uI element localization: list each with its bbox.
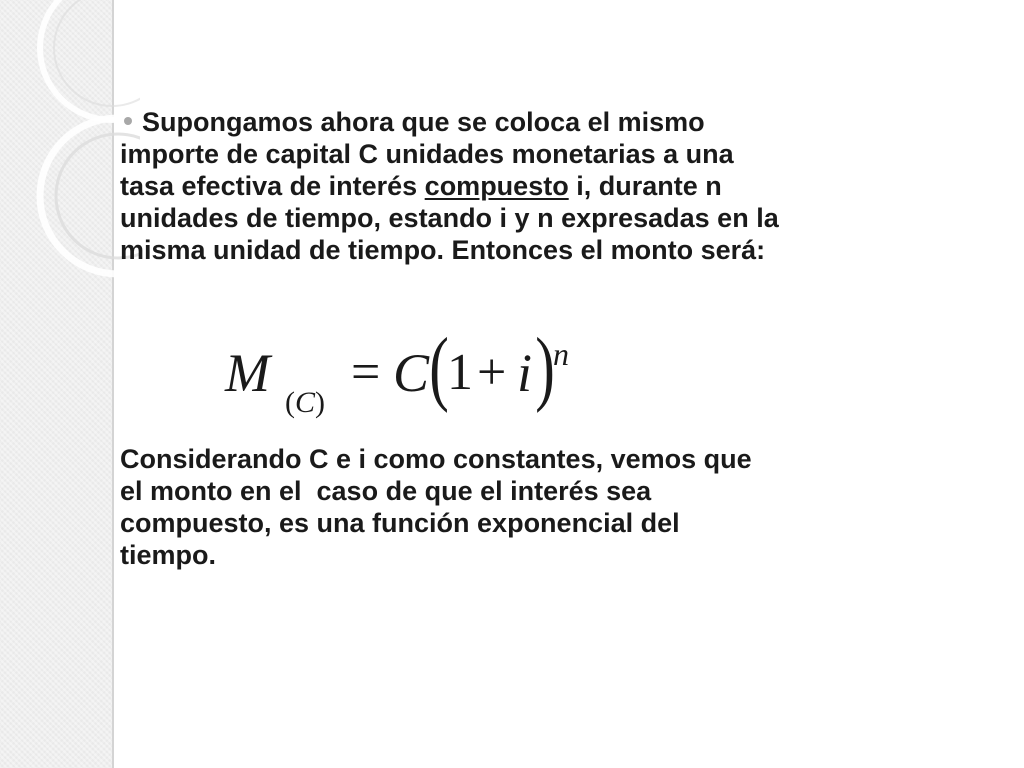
formula-equals: =	[351, 344, 381, 401]
paragraph-line: tiempo.	[120, 540, 217, 570]
subscript-close: )	[315, 386, 326, 419]
formula-M: M	[225, 343, 270, 403]
formula-plus: +	[477, 344, 507, 401]
formula-C: C	[393, 343, 430, 403]
subscript-var: C	[295, 386, 316, 419]
paragraph-conclusion	[120, 443, 980, 571]
paragraph-line	[120, 106, 980, 138]
bullet-icon	[124, 117, 132, 125]
paragraph-line: Considerando C e i como constantes, vemos que	[120, 444, 752, 474]
formula-left-paren: (	[429, 321, 449, 414]
formula-subscript	[285, 388, 325, 418]
paragraph-line	[120, 170, 980, 202]
formula-exponent: n	[553, 336, 569, 372]
decorative-rings	[0, 0, 140, 290]
line-text: Supongamos ahora que se coloca el mismo	[142, 107, 705, 137]
paragraph-line: misma unidad de tiempo. Entonces el monto será:	[120, 235, 766, 265]
paragraph-line: compuesto, es una función exponencial del	[120, 508, 680, 538]
underlined-word: compuesto	[424, 171, 569, 201]
subscript-open: (	[285, 386, 295, 419]
formula-one: 1	[447, 344, 473, 401]
formula-i: i	[517, 343, 533, 403]
line-text: i, durante n	[568, 171, 722, 201]
paragraph-intro	[120, 106, 980, 266]
formula-right-paren: )	[535, 321, 555, 414]
paragraph-line: unidades de tiempo, estando i y n expresadas en la	[120, 203, 779, 233]
line-text: tasa efectiva de interés	[120, 171, 425, 201]
paragraph-line: el monto en el caso de que el interés sea	[120, 476, 652, 506]
paragraph-line: importe de capital C unidades monetarias a una	[120, 139, 734, 169]
